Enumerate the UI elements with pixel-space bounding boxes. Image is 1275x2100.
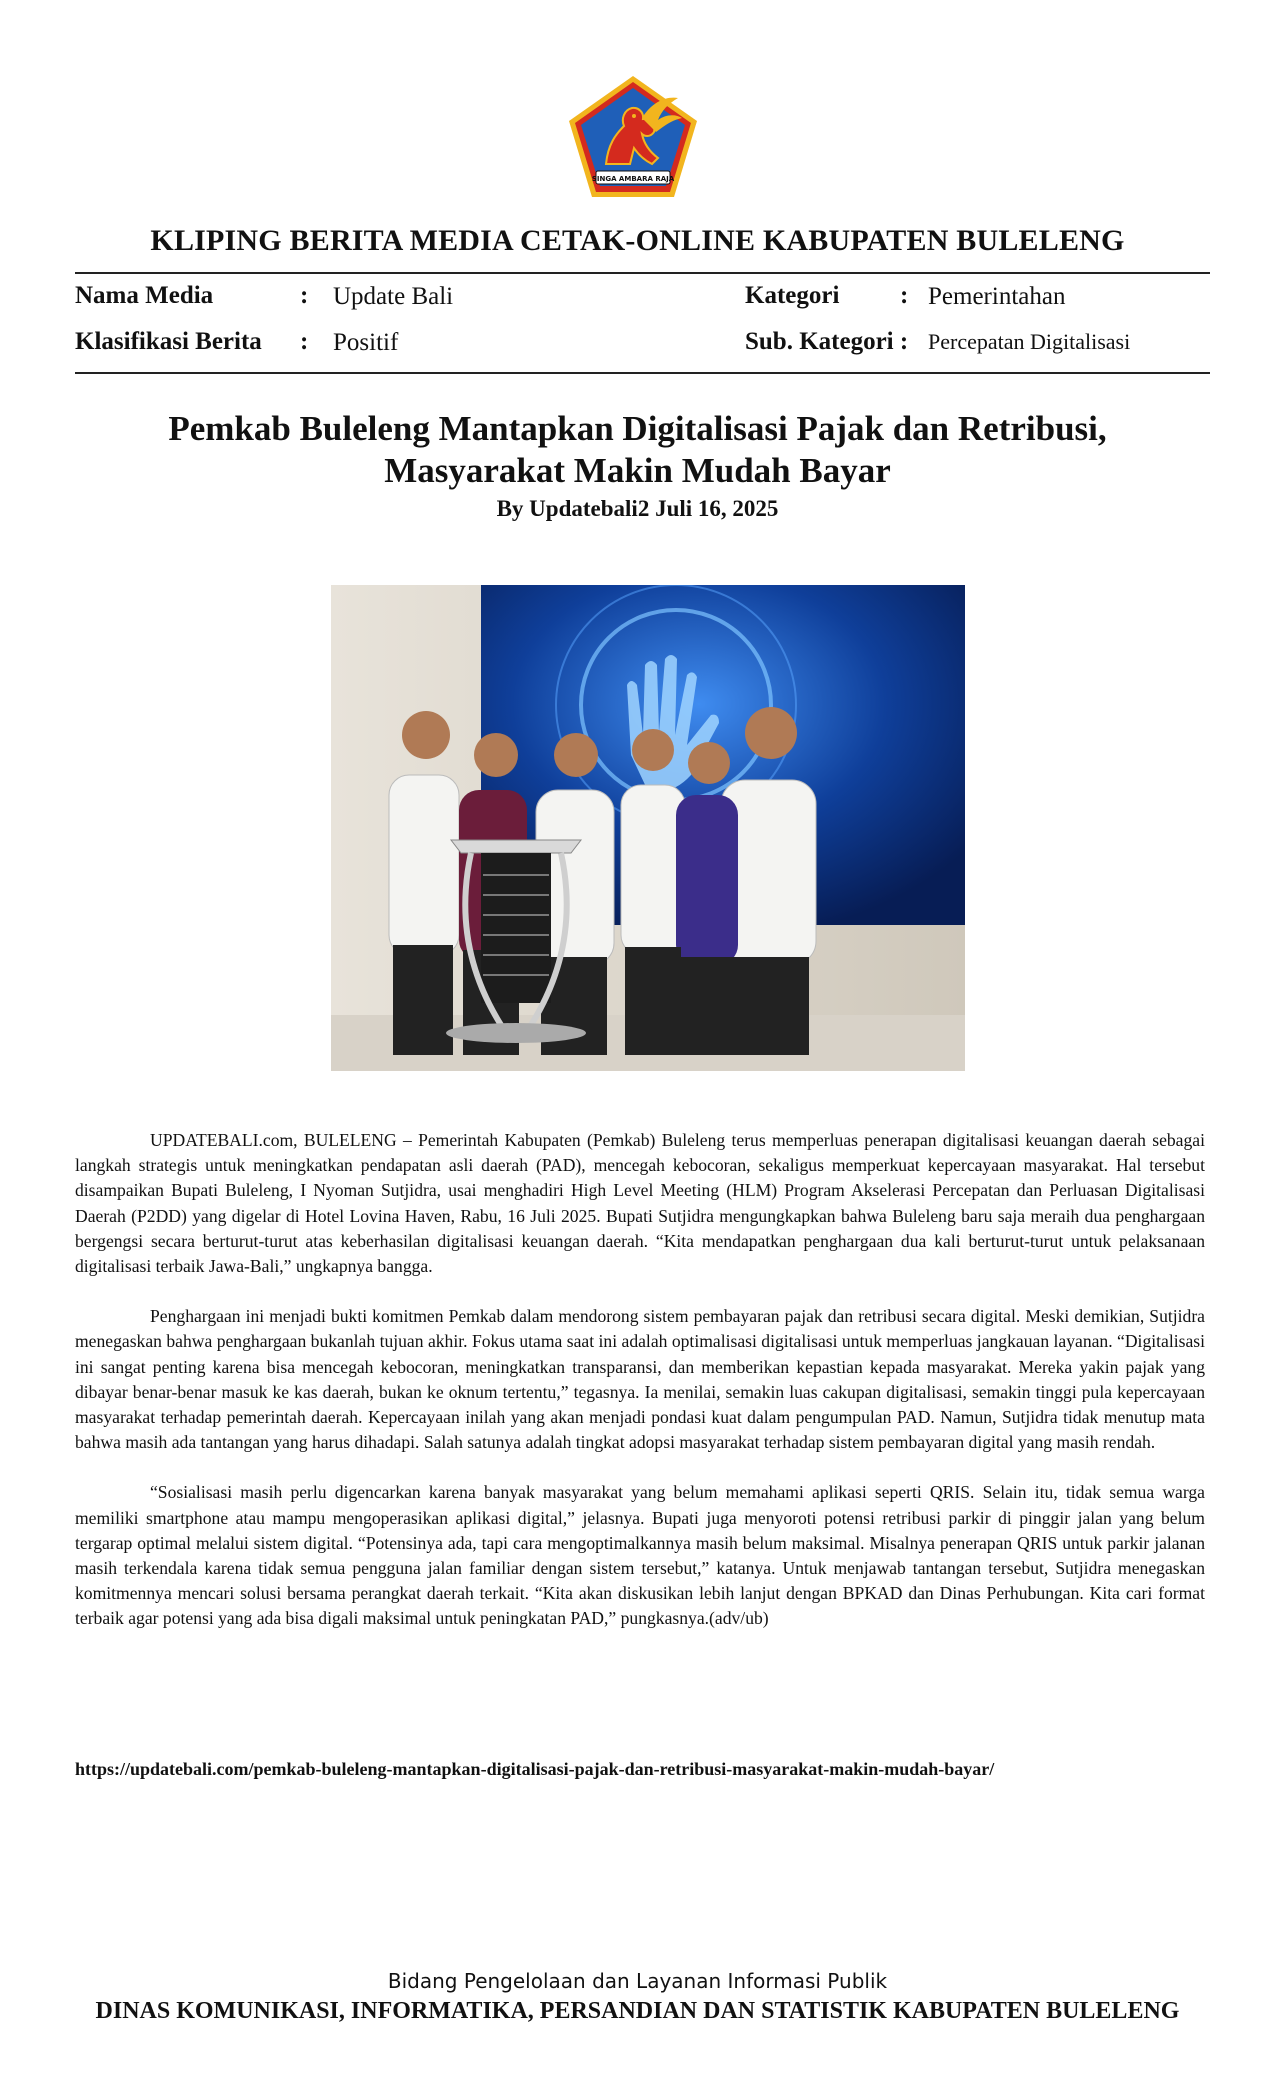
header-divider-top <box>75 272 1210 274</box>
article-paragraph-2: Penghargaan ini menjadi bukti komitmen Pemkab dalam mendorong sistem pembayaran pajak dan retribusi secara digital. Meski demikian, Sutjidra menegaskan bahwa penghargaan bukanlah tujuan akhir. Fokus utama saat ini adalah optimalisasi digitalisasi untuk memperluas jangkauan layanan. “Digitalisasi ini sangat penting karena bisa mencegah kebocoran, meningkatkan transparansi, dan memberikan kepastian kepada masyarakat. Mereka yakin pajak yang dibayar benar-benar masuk ke kas daerah, bukan ke oknum tertentu,” tegasnya. Ia menilai, semakin luas cakupan digitalisasi, semakin tinggi pula kepercayaan masyarakat terhadap pemerintah daerah. Kepercayaan inilah yang akan menjadi pondasi kuat dalam pengumpulan PAD. Namun, Sutjidra tidak menutup mata bahwa masih ada tantangan yang harus dihadapi. Salah satunya adalah tingkat adopsi masyarakat terhadap sistem pembayaran digital yang masih rendah. <box>75 1306 1205 1453</box>
footer-agency: DINAS KOMUNIKASI, INFORMATIKA, PERSANDIAN DAN STATISTIK KABUPATEN BULELENG <box>95 1998 1180 2024</box>
kategori-colon: : <box>900 282 909 309</box>
document-header-title: KLIPING BERITA MEDIA CETAK-ONLINE KABUPATEN BULELENG <box>150 224 1125 257</box>
headline-line-1: Pemkab Buleleng Mantapkan Digitalisasi Pajak dan Retribusi, <box>168 409 1107 448</box>
article-byline: By Updatebali2 Juli 16, 2025 <box>496 496 779 521</box>
article-photo <box>331 585 965 1071</box>
article-paragraph-3: “Sosialisasi masih perlu digencarkan karena banyak masyarakat yang belum memahami aplikasi seperti QRIS. Selain itu, tidak semua warga memiliki smartphone atau mampu mengoperasikan aplikasi digital,” jelasnya. Bupati juga menyoroti potensi retribusi parkir di pinggir jalan yang belum tergarap optimal melalui sistem digital. “Potensinya ada, tapi cara mengoptimalkannya masih belum maksimal. Misalnya penerapan QRIS untuk parkir jalanan masih terkendala karena tidak semua pengguna jalan familiar dengan sistem tersebut,” katanya. Untuk menjawab tantangan tersebut, Sutjidra menegaskan komitmennya mencari solusi bersama perangkat daerah terkait. “Kita akan diskusikan lebih lanjut dengan BPKAD dan Dinas Perhubungan. Kita cari format terbaik agar potensi yang ada bisa digali maksimal untuk peningkatan PAD,” pungkasnya.(adv/ub) <box>75 1482 1205 1629</box>
kategori-label: Kategori <box>745 282 840 309</box>
klasifikasi-value: Positif <box>333 329 399 356</box>
klasifikasi-colon: : <box>300 328 309 355</box>
media-colon: : <box>300 282 309 309</box>
subkategori-value: Percepatan Digitalisasi <box>928 329 1131 354</box>
kategori-value: Pemerintahan <box>928 283 1066 310</box>
article-headline <box>100 408 1175 492</box>
media-value: Update Bali <box>333 283 454 310</box>
buleleng-emblem-logo <box>566 74 700 200</box>
emblem-caption: SINGA AMBARA RAJA <box>591 175 675 183</box>
subkategori-label: Sub. Kategori : <box>745 328 909 355</box>
article-body <box>75 1128 1205 1657</box>
header-divider-bottom <box>75 372 1210 374</box>
source-url-link[interactable]: https://updatebali.com/pemkab-buleleng-mantapkan-digitalisasi-pajak-dan-retribusi-masyarakat-makin-mudah-bayar/ <box>75 1759 995 1779</box>
headline-line-2: Masyarakat Makin Mudah Bayar <box>384 451 891 490</box>
footer-division: Bidang Pengelolaan dan Layanan Informasi Publik <box>387 1969 888 1993</box>
media-label: Nama Media <box>75 282 214 309</box>
klasifikasi-label: Klasifikasi Berita <box>75 328 262 355</box>
article-paragraph-1: UPDATEBALI.com, BULELENG – Pemerintah Kabupaten (Pemkab) Buleleng terus memperluas penerapan digitalisasi keuangan daerah sebagai langkah strategis untuk meningkatkan pendapatan asli daerah (PAD), mencegah kebocoran, sekaligus memperkuat kepercayaan masyarakat. Hal tersebut disampaikan Bupati Buleleng, I Nyoman Sutjidra, usai menghadiri High Level Meeting (HLM) Program Akselerasi Percepatan dan Perluasan Digitalisasi Daerah (P2DD) yang digelar di Hotel Lovina Haven, Rabu, 16 Juli 2025. Bupati Sutjidra mengungkapkan bahwa Buleleng baru saja meraih dua penghargaan bergengsi secara berturut-turut atas keberhasilan digitalisasi keuangan daerah. “Kita mendapatkan penghargaan dua kali berturut-turut untuk pelaksanaan digitalisasi terbaik Jawa-Bali,” ungkapnya bangga. <box>75 1130 1205 1277</box>
